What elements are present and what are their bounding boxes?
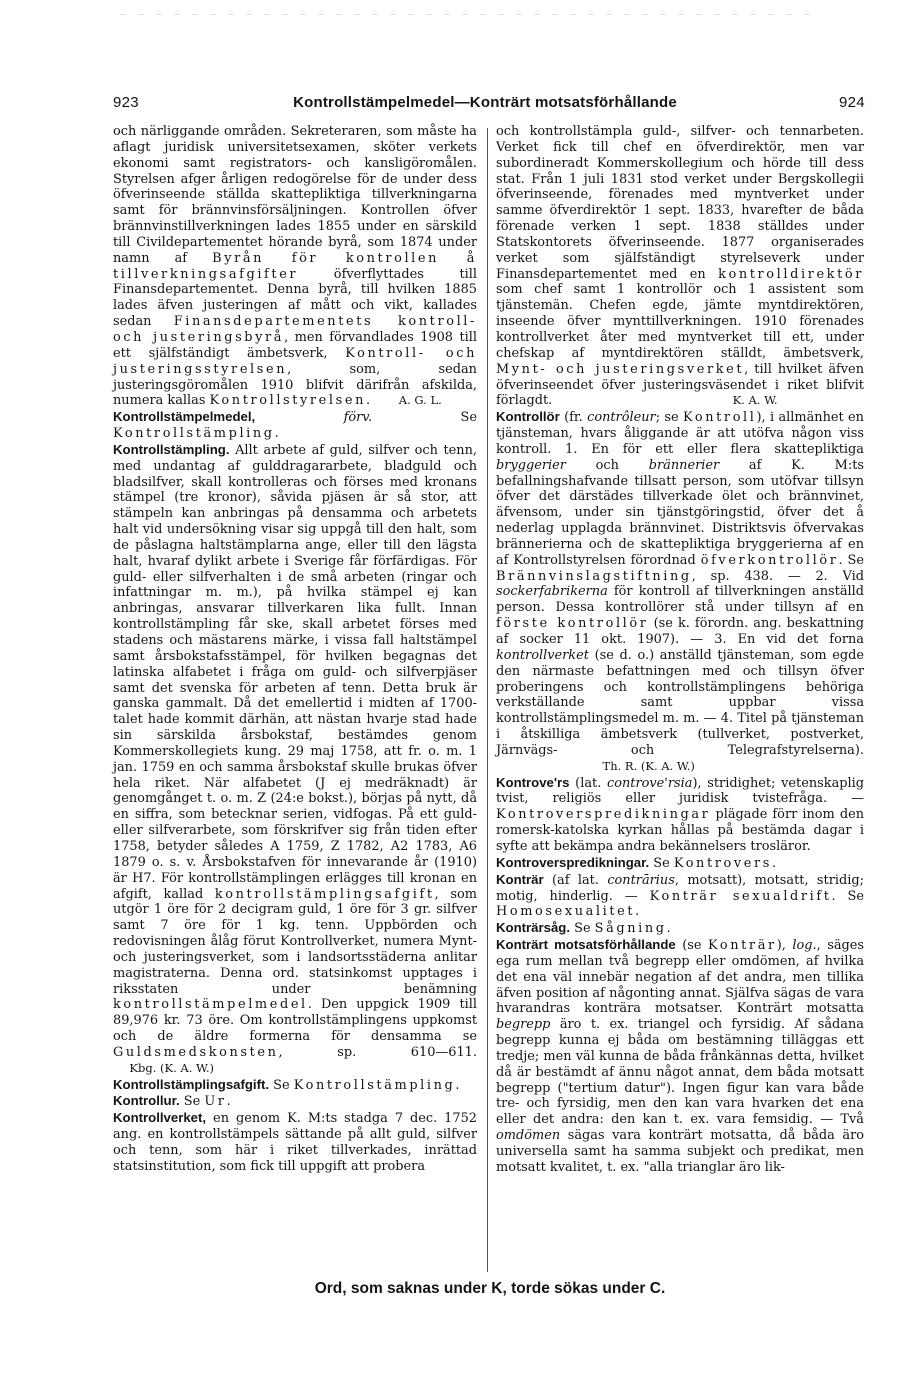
left-page-number: 923 [113,94,139,111]
entry-kontrollur: Kontrollur. Se Ur. [113,1093,231,1110]
cross-reference: Kontrollstämpling [113,426,275,442]
cross-reference: Kontroll [683,410,757,426]
column-divider [487,128,488,1272]
cross-reference: Kontrollstämpling [293,1077,456,1093]
headword: Konträr [496,871,544,887]
entry-continuation: och närliggande områden. Sekreteraren, som måste ha aflagt juridisk universitetsexamen, sköter verkets ekonomi samt registrators- och kansligöromålen. Styrelsen afger årligen redogörelse för de under dess öfverinseende ställda skattepliktiga tillverkningarna samt för brännvinsförsäljningen. Kontrollen öfver brännvinstillverkningen lades 1855 under en särskild till Civildepartementet hörande byrå, som 1874 under namn af Byrån för kontrollen å tillverkningsafgifter öfverflyttades till Finansdepartementet. Denna byrå, till hvilken 1885 lades äfven justeringen af mått och vikt, kallades sedan Finansdepartementets kontroll- och justeringsbyrå, men förvandlades 1908 till ett själfständigt ämbetsverk, Kontroll- och justeringsstyrelsen, som, sedan justeringsgöromålen 1910 blifvit därifrån afskilda, numera kallas Kontrollstyrelsen. A. G. L. [113,124,477,409]
headword: Kontrollur. [113,1093,180,1109]
left-column [113,124,477,1175]
cross-reference: Kontrovers [673,855,772,871]
headword: Kontrollör [496,409,560,425]
headword: Kontroverspredikningar. [496,854,650,870]
headword: Konträrsåg. [496,920,571,936]
entry-kontrarsag: Konträrsåg. Se Sågning. [496,920,671,937]
author-signature: Kbg. (K. A. W.) [129,1060,214,1075]
headword: Kontrollstämpling. [113,441,230,457]
scan-artifact [120,14,820,15]
headword: Kontrove'rs [496,774,570,790]
entry-kontrollor: Kontrollör (fr. contrôleur; se Kontroll), i allmänhet en tjänsteman, hvars åliggande är att utöfva någon viss kontroll. 1. En för ett eller flera skattepliktiga bryggerier och brännerier af K. M:ts befallningshafvande tillsatt person, som utöfvar tillsyn öfver det därstädes tillverkade ölet och brännvinet, äfvensom, under sin tjänstgöringstid, öfver det å nederlag upplagda brännvinet. Distriktsvis öfvervakas brännerierna och de skattepliktiga bryggerierna af en af Kontrollstyrelsen förordnad öfverkontrollör. Se Brännvinslagstiftning, sp. 438. — 2. Vid sockerfabrikerna för kontroll af tillverkningen anställd person. Dessa kontrollörer stå under tillsyn af en förste kontrollör (se k. förordn. ang. beskattning af socker 11 okt. 1907). — 3. En vid det forna kontrollverket (se d. o.) anställd tjänsteman, som egde den närmaste befattningen med och tillsyn öfver proberingens och kontrollstämplingens behöriga verkställande samt uppbar vissa kontrollstämplingsmedel m. m. — 4. Titel på tjänsteman i åtskilliga ämbetsverk (tullverket, postverket, Järnvägs- och Telegrafstyrelserna). Th. R. (K. A. W.) [496,409,865,773]
entry-kontrollverket: Kontrollverket, en genom K. M:ts stadga 7 dec. 1752 ang. en kontrollstämpels sättande på allt guld, silfver och tenn, som här i riket tillverkades, inrättad statsinstitution, som fick till uppgift att probera [113,1110,477,1174]
footer-note: Ord, som saknas under K, torde sökas under C. [314,1280,666,1297]
entry-continuation: och kontrollstämpla guld-, silfver- och tennarbeten. Verket fick till chef en öfverdirektör, men var subordineradt Kommerskollegium och hörde till dess stat. Från 1 juli 1831 stod verket under Bergskollegii öfverinseende, förenades med myntverket under samme öfverdirektör 1 sept. 1833, hvarefter de båda förenade verken 1 sept. 1838 ställdes under Statskontorets öfverinseende. 1877 organiserades verket som själfständigt styrelseverk under Finansdepartementet med en kontrolldirektör som chef samt 1 kontrollör och 1 assistent som tjänstemän. Chefen egde, jämte myntdirektören, inseende öfver mynttillverkningen. 1910 förenades kontrollverket åter med myntverket till ett, under chefskap af myntdirektören ställdt, ämbetsverk, Mynt- och justeringsverket, till hvilket äfven öfverinseendet öfver justeringsväsendet i riket blifvit förlagdt. K. A. W. [496,124,864,409]
author-signature: A. G. L. [398,393,442,408]
cross-reference: Konträr [708,938,777,954]
cross-reference: Sågning [594,921,667,937]
entry-kontroverspredikningar: Kontroverspredikningar. Se Kontrovers. [496,854,777,871]
headword: Konträrt motsatsförhållande [496,937,676,953]
entry-kontrar: Konträr (af lat. contrārius, motsatt), motsatt, stridig; motig, hinderlig. — Konträr sexualdrift. Se Homosexualitet. [496,871,865,920]
entry-kontrollstampelmedel: Kontrollstämpelmedel, förv. Se Kontrollstämpling. [113,409,477,442]
headword: Kontrollstämpelmedel, [113,409,256,425]
right-page-number: 924 [839,94,865,111]
cross-reference: Ur [204,1094,227,1110]
right-column [496,124,864,1176]
entry-kontrollstamplingsafgift: Kontrollstämplingsafgift. Se Kontrollstämpling. [113,1076,460,1093]
headword: Kontrollstämplingsafgift. [113,1076,270,1092]
author-signature: Th. R. (K. A. W.) [602,758,695,773]
headword: Kontrollverket, [113,1110,207,1126]
entry-kontrart-motsatsforhallande: Konträrt motsatsförhållande (se Konträr), log., säges ega rum mellan två begrepp eller omdömen, af hvilka det ena väl innebär negation af det andra, men tillika äfven position af någonting annat. Själfva sägas de vara hvarandras konträra motsatser. Konträrt motsatta begrepp äro t. ex. triangel och fyrsidig. Af sådana begrepp kunna ej båda om bestämning tilläggas ett tredje; men väl kunna de båda frånkännas detta, hvilket då är bestämdt af ännu något annat, dem båda motsatt begrepp ("tertium datur"). Ingen figur kan vara både tre- och fyrsidig, men den kan vara hvarken det ena eller det andra: den kan t. ex. vara femsidig. — Två omdömen sägas vara konträrt motsatta, då båda äro universella samt ha samma subjekt och predikat, men motsatt kvalitet, t. ex. "alla trianglar äro lik- [496,937,864,1175]
entry-kontrovers: Kontrove'rs (lat. controve'rsia), stridighet; vetenskaplig tvist, religiös eller juridisk tvistefråga. — Kontroverspredikningar plägade förr inom den romersk-katolska kyrkan hållas på bestämda dagar i syfte att bekämpa andra bekännelsers trosläror. [496,774,864,854]
running-header: Kontrollstämpelmedel—Konträrt motsatsförhållande [293,94,677,111]
cross-reference: Homosexualitet [496,904,636,920]
entry-kontrollstampling: Kontrollstämpling. Allt arbete af guld, silfver och tenn, med undantag af gulddragararbete, bladguld och bladsilfver, skall kontrolleras och förses med kronans stämpel (tre kronor), såvida pjäsen är så stor, att stämpeln kan anbringas på densamma och arbetets halt vid undersökning visar sig uppgå till den halt, som de påslagna haltstämplarna ange, eller till den lägsta halt, hvaraf dylikt arbete i Sverige får förfärdigas. För guld- eller silfverhalten i de små arbeten (ringar och infattningar m. m.), på hvilka stämpel ej kan anbringas, ansvarar tillverkaren lika fullt. Innan kontrollstämpling får ske, skall arbetet förses med stadens och mästarens märke, i vissa fall haltstämpel samt årsbokstafsstämpel, för hvilken begagnas det latinska alfabetet i fråga om guld- och silfverpjäser samt det svenska för arbeten af tenn. Detta bruk är ganska gammalt. Då det emellertid i midten af 1700-talet hade kommit därhän, att nästan hvarje stad hade sin särskilda årsbokstaf, bestämdes genom Kommerskollegiets kung. 29 maj 1758, att fr. o. m. 1 jan. 1759 en och samma årsbokstaf skulle brukas öfver hela riket. När alfabetet (J ej medräknadt) är genomgånget t. o. m. Z (24:e bokst.), börjas på nytt, då en siffra, som betecknar serien, vidfogas. På ett guld- eller silfverarbete, som förskrifver sig från tiden efter 1758, betyder således A 1759, Z 1782, A2 1783, A6 1879 o. s. v. Årsbokstafven för innevarande år (1910) är H7. För kontrollstämplingen erlägges till kronan en afgift, kallad kontrollstämplingsafgift, som utgör 1 öre för 2 decigram guld, 1 öre för 3 gr. silfver samt 7 öre för 1 kg. tenn. Uppbörden och redovisningen ålåg förut Kontrollverket, numera Mynt- och justeringsverket, som i landsortsstäderna anlitar magistraterna. Denna ord. statsinkomst upptages i riksstaten under benämning kontrollstämpelmedel. Den uppgick 1909 till 89,976 kr. 73 öre. Om kontrollstämplingens uppkomst och de äldre formerna för densamma se Guldsmedskonsten, sp. 610—611. Kbg. (K. A. W.) [113,441,477,1075]
author-signature: K. A. W. [732,393,778,408]
